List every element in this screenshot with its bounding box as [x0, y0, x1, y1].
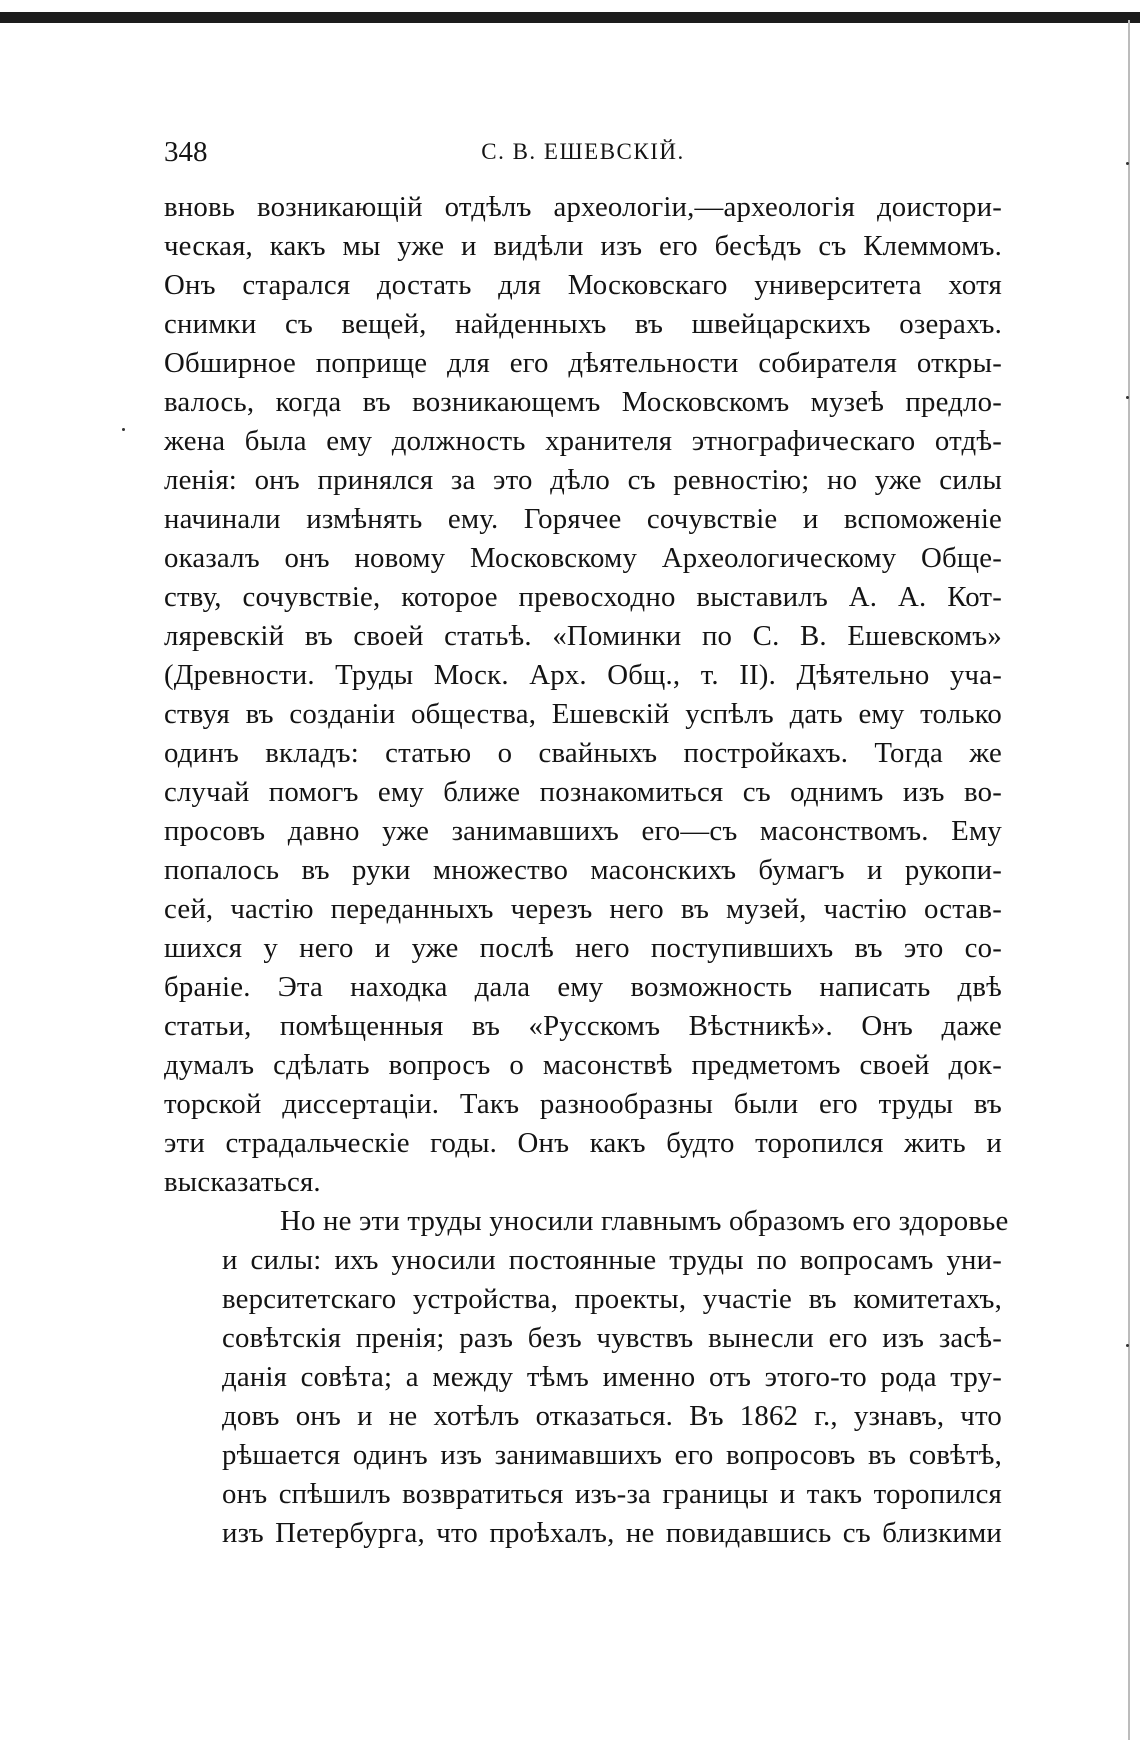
text-line: браніе. Эта находка дала ему возможность написать двѣ: [164, 971, 1002, 1003]
page-header: [164, 132, 1002, 172]
text-line: снимки съ вещей, найденныхъ въ швейцарскихъ озерахъ.: [164, 308, 1002, 340]
scan-speck: [122, 428, 125, 431]
text-line: случай помогъ ему ближе познакомиться съ однимъ изъ во-: [164, 776, 1002, 808]
text-line: ленія: онъ принялся за это дѣло съ ревностію; но уже силы: [164, 464, 1002, 496]
text-line: валось, когда въ возникающемъ Московскомъ музеѣ предло-: [164, 386, 1002, 418]
scan-speck: [1126, 1344, 1129, 1347]
right-edge-shadow: [1128, 20, 1130, 1740]
text-line: ству, сочувствіе, которое превосходно выставилъ А. А. Кот-: [164, 581, 1002, 613]
text-line: рѣшается одинъ изъ занимавшихъ его вопросовъ въ совѣтѣ,: [222, 1439, 1002, 1471]
text-line: оказалъ онъ новому Московскому Археологическому Обще-: [164, 542, 1002, 574]
text-line: довъ онъ и не хотѣлъ отказаться. Въ 1862 г., узнавъ, что: [222, 1400, 1002, 1432]
text-line: Онъ старался достать для Московскаго университета хотя: [164, 269, 1002, 301]
scan-speck: [1126, 396, 1129, 399]
text-line: одинъ вкладъ: статью о свайныхъ постройкахъ. Тогда же: [164, 737, 1002, 769]
text-line: думалъ сдѣлать вопросъ о масонствѣ предметомъ своей док-: [164, 1049, 1002, 1081]
text-line: эти страдальческіе годы. Онъ какъ будто торопился жить и: [164, 1127, 1002, 1159]
text-line: сей, частію переданныхъ черезъ него въ музей, частію остав-: [164, 893, 1002, 925]
text-line: начинали измѣнять ему. Горячее сочувствіе и вспоможеніе: [164, 503, 1002, 535]
text-line: и силы: ихъ уносили постоянные труды по вопросамъ уни-: [222, 1244, 1002, 1276]
text-line: ляревскій въ своей статьѣ. «Поминки по С. В. Ешевскомъ»: [164, 620, 1002, 652]
text-line: данія совѣта; а между тѣмъ именно отъ этого-то рода тру-: [222, 1361, 1002, 1393]
text-line: жена была ему должность хранителя этнографическаго отдѣ-: [164, 425, 1002, 457]
text-line: статьи, помѣщенныя въ «Русскомъ Вѣстникѣ». Онъ даже: [164, 1010, 1002, 1042]
running-head: С. В. ЕШЕВСКІЙ.: [481, 139, 685, 164]
text-line: торской диссертаціи. Такъ разнообразны были его труды въ: [164, 1088, 1002, 1120]
top-border-rule: [0, 12, 1140, 23]
text-line: Обширное поприще для его дѣятельности собирателя откры-: [164, 347, 1002, 379]
text-line: ствуя въ созданіи общества, Ешевскій успѣлъ дать ему только: [164, 698, 1002, 730]
text-line: просовъ давно уже занимавшихъ его—съ масонствомъ. Ему: [164, 815, 1002, 847]
text-line-last: высказаться.: [164, 1166, 321, 1198]
text-body: [164, 188, 1009, 1553]
text-line-indented: Но не эти труды уносили главнымъ образомъ его здоровье: [280, 1205, 1009, 1237]
paragraph-1: [164, 188, 1002, 1202]
paragraph-2: [164, 1202, 1009, 1553]
scan-speck: [1126, 162, 1129, 165]
text-line: ческая, какъ мы уже и видѣли изъ его бесѣдъ съ Клеммомъ.: [164, 230, 1002, 262]
text-line: совѣтскія пренія; разъ безъ чувствъ вынесли его изъ засѣ-: [222, 1322, 1002, 1354]
text-line: (Древности. Труды Моск. Арх. Общ., т. II). Дѣятельно уча-: [164, 659, 1002, 691]
text-line: попалось въ руки множество масонскихъ бумагъ и рукопи-: [164, 854, 1002, 886]
text-line: онъ спѣшилъ возвратиться изъ-за границы и такъ торопился: [222, 1478, 1002, 1510]
text-line: вновь возникающій отдѣлъ археологіи,—археологія доистори-: [164, 191, 1002, 223]
page-number: 348: [164, 136, 208, 168]
text-line: шихся у него и уже послѣ него поступившихъ въ это со-: [164, 932, 1002, 964]
text-line: верситетскаго устройства, проекты, участіе въ комитетахъ,: [222, 1283, 1002, 1315]
text-line: изъ Петербурга, что проѣхалъ, не повидавшись съ близкими: [222, 1517, 1002, 1549]
